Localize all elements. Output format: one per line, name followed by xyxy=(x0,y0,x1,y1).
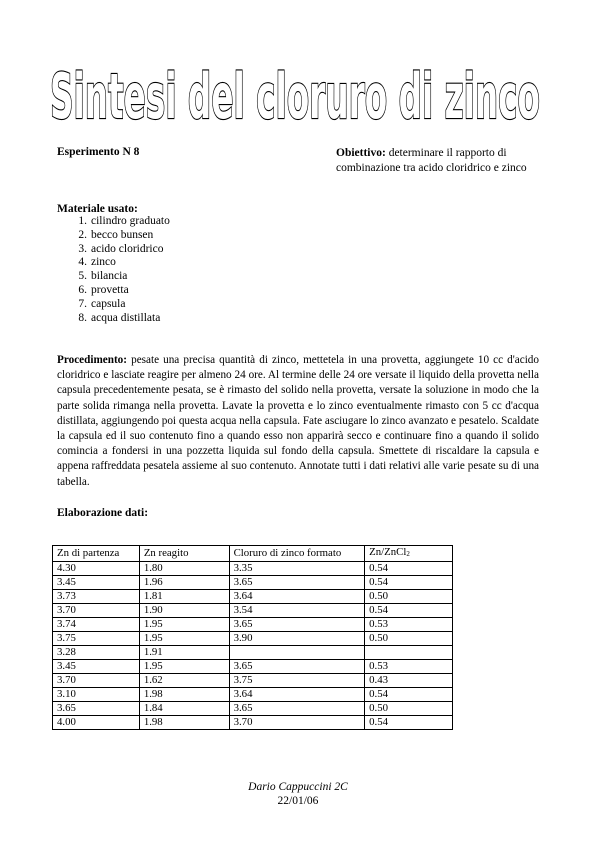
title-svg xyxy=(50,60,550,130)
table-cell: 3.10 xyxy=(53,687,140,701)
list-text: provetta xyxy=(91,283,129,296)
column-header: Cloruro di zinco formato xyxy=(229,546,365,562)
ratio-header-text: Zn/ZnCl xyxy=(369,546,407,558)
table-cell: 1.62 xyxy=(139,673,229,687)
objective xyxy=(336,146,551,176)
table-cell: 3.65 xyxy=(229,659,365,673)
list-text: capsula xyxy=(91,297,126,310)
table-row xyxy=(53,575,453,589)
table-cell: 0.54 xyxy=(365,687,453,701)
list-text: cilindro graduato xyxy=(91,215,170,227)
table-cell: 4.00 xyxy=(53,715,140,729)
table-cell: 0.53 xyxy=(365,617,453,631)
list-number: 6. xyxy=(78,283,87,296)
table-cell: 4.30 xyxy=(53,561,140,575)
table-cell xyxy=(229,645,365,659)
list-item xyxy=(57,298,170,312)
table-cell xyxy=(365,645,453,659)
table-cell: 1.90 xyxy=(139,603,229,617)
table-cell: 3.54 xyxy=(229,603,365,617)
experiment-number: Esperimento N 8 xyxy=(57,146,140,158)
list-number: 1. xyxy=(78,215,87,227)
table-cell: 0.50 xyxy=(365,701,453,715)
table-cell: 1.81 xyxy=(139,589,229,603)
table-cell: 0.54 xyxy=(365,575,453,589)
table-cell: 1.98 xyxy=(139,687,229,701)
table-cell: 3.70 xyxy=(53,673,140,687)
list-number: 8. xyxy=(78,311,87,324)
list-item xyxy=(57,215,170,229)
table-row xyxy=(53,645,453,659)
table-row xyxy=(53,589,453,603)
list-number: 5. xyxy=(78,270,87,283)
procedure-label: Procedimento: xyxy=(57,354,128,366)
list-number: 2. xyxy=(78,228,87,241)
column-header: Zn reagito xyxy=(139,546,229,562)
table-cell: 3.65 xyxy=(53,701,140,715)
list-item xyxy=(57,256,170,270)
author-name: Dario Cappuccini 2C xyxy=(248,781,348,793)
table-cell: 3.45 xyxy=(53,575,140,589)
table-cell: 3.74 xyxy=(53,617,140,631)
table-row xyxy=(53,659,453,673)
table-cell: 0.54 xyxy=(365,561,453,575)
table-row xyxy=(53,603,453,617)
table-row xyxy=(53,701,453,715)
list-item xyxy=(57,312,170,326)
table-cell: 1.98 xyxy=(139,715,229,729)
procedure-paragraph xyxy=(57,353,539,490)
table-cell: 1.84 xyxy=(139,701,229,715)
table-row xyxy=(53,631,453,645)
procedure-text: pesate una precisa quantità di zinco, mettetela in una provetta, aggiungete 10 cc d'acido cloridrico e lasciate reagire per almeno 24 ore. Al termine delle 24 ore versate il liquido della provetta nella capsula precedentemente pesata, se è rimasto del solido nella provetta, versate la soluzione in modo che la parte solida rimanga nella provetta. Lavate la provetta e lo zinco eventualmente rimasto con 5 cc d'acqua distillata, aggiungendo poi questa acqua nella capsula. Fate asciugare lo zinco avanzato e pesatelo. Scaldate la capsula ed il suo contenuto fino a quando esso non apparirà secco e continuare fino a quando il solido comincia a fondersi in una pozzetta liquida sul fondo della capsula. Smettete di riscaldare la capsula e appena raffreddata pesatela assieme al suo contenuto. Annotate tutti i dati relativi alle varie pesate su di una tabella. xyxy=(57,354,539,488)
table-cell: 3.65 xyxy=(229,617,365,631)
list-number: 7. xyxy=(78,297,87,310)
subscript: 2 xyxy=(406,550,410,558)
list-text: bilancia xyxy=(91,270,128,283)
list-number: 3. xyxy=(78,242,87,255)
table-cell: 1.95 xyxy=(139,617,229,631)
list-text: zinco xyxy=(91,256,116,269)
table-cell: 3.70 xyxy=(53,603,140,617)
title-banner xyxy=(50,60,550,130)
table-cell: 1.95 xyxy=(139,659,229,673)
column-header: Zn di partenza xyxy=(53,546,140,562)
table-cell: 3.64 xyxy=(229,589,365,603)
table-cell: 0.50 xyxy=(365,589,453,603)
table-cell: 3.65 xyxy=(229,575,365,589)
table-row xyxy=(53,673,453,687)
materials-heading: Materiale usato: xyxy=(57,203,138,215)
table-cell: 1.95 xyxy=(139,631,229,645)
table-cell: 0.43 xyxy=(365,673,453,687)
footer xyxy=(0,780,596,808)
objective-text: determinare il rapporto di combinazione tra acido cloridrico e zinco xyxy=(336,147,527,174)
list-item xyxy=(57,270,170,284)
table-row xyxy=(53,617,453,631)
table-cell: 3.75 xyxy=(229,673,365,687)
table-cell: 3.90 xyxy=(229,631,365,645)
table-row xyxy=(53,561,453,575)
table-cell: 3.45 xyxy=(53,659,140,673)
table-cell: 1.80 xyxy=(139,561,229,575)
data-heading: Elaborazione dati: xyxy=(57,507,149,519)
table-row xyxy=(53,687,453,701)
table-cell: 3.75 xyxy=(53,631,140,645)
table-body xyxy=(53,561,453,729)
list-item xyxy=(57,229,170,243)
table-cell: 3.73 xyxy=(53,589,140,603)
table-header-row xyxy=(53,546,453,562)
materials-list xyxy=(57,215,170,325)
table-cell: 1.96 xyxy=(139,575,229,589)
data-table xyxy=(52,545,453,730)
list-item xyxy=(57,243,170,257)
table-cell: 3.28 xyxy=(53,645,140,659)
document-date: 22/01/06 xyxy=(277,795,319,807)
list-text: acqua distillata xyxy=(91,311,161,324)
table-cell: 3.35 xyxy=(229,561,365,575)
list-text: acido cloridrico xyxy=(91,242,164,255)
list-text: becco bunsen xyxy=(91,228,154,241)
table-cell: 3.64 xyxy=(229,687,365,701)
list-number: 4. xyxy=(78,256,87,269)
table-cell: 0.54 xyxy=(365,603,453,617)
column-header xyxy=(365,546,453,562)
table-cell: 0.54 xyxy=(365,715,453,729)
list-item xyxy=(57,284,170,298)
table-cell: 1.91 xyxy=(139,645,229,659)
table-cell: 0.53 xyxy=(365,659,453,673)
table-cell: 0.50 xyxy=(365,631,453,645)
objective-label: Obiettivo: xyxy=(336,147,386,159)
document-title: Sintesi del cloruro di zinco xyxy=(50,60,540,130)
table-cell: 3.65 xyxy=(229,701,365,715)
table-cell: 3.70 xyxy=(229,715,365,729)
table-row xyxy=(53,715,453,729)
